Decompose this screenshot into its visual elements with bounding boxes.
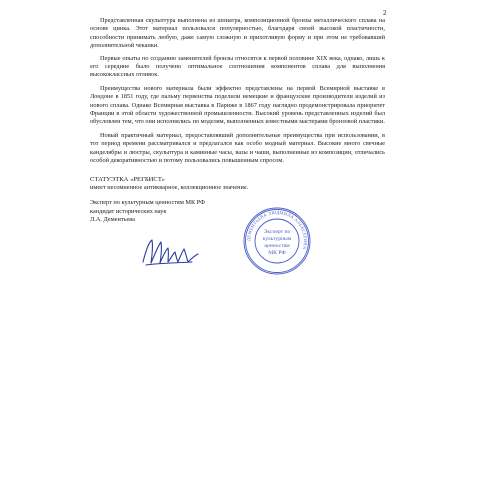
svg-text:ДЕМЕНТЬЕВА ЛЮДМИЛА АЛЕКСЕЕВНА: ДЕМЕНТЬЕВА ЛЮДМИЛА АЛЕКСЕЕВНА xyxy=(245,209,309,251)
expert-degree: кандидат исторических наук xyxy=(90,207,167,215)
expert-seal-stamp xyxy=(242,206,312,276)
document-body xyxy=(90,17,385,225)
statuette-conclusion xyxy=(90,176,385,193)
paragraph-2: Первые опыты по созданию заменителей бронзы относятся к первой половине XIX века, однако, лишь к его середине было получено оптимальное соотношения компонентов сплава для выполнения высококлассных отливок. xyxy=(90,54,385,79)
seal-line-4: МК РФ xyxy=(268,250,286,256)
statuette-title: СТАТУЭТКА «РЕГБИСТ» xyxy=(90,175,165,183)
seal-line-1: Эксперт по xyxy=(263,229,291,235)
expert-title: Эксперт по культурным ценностям МК РФ xyxy=(90,199,206,207)
expert-name: Л.А. Дементьева xyxy=(90,216,135,224)
paragraph-4: Новый практичный материал, предоставлявший дополнительные преимущества при использовании, в тот период времени рассматривался и предлагался как особо модный материал. Высокие много свечные канделябры и люстры, скульптура и каминные часы, вазы и чаши, выполненные из композиции, отличались особой декоративностью и потому пользовались повышенным спросом. xyxy=(90,131,385,165)
paragraph-1: Представленная скульптура выполнена из шпиатра, композиционной бронзы металлического сплава на основе цинка. Этот материал пользовался популярностью, благодаря своей высокой пластичности, способности принимать любую, даже самую сложную и прихотливую форму и при этом не требовавший дополнительной чеканки. xyxy=(90,17,385,50)
seal-line-3: ценностям xyxy=(264,243,290,249)
statuette-value: имеет несомненное антикварное, коллекционное значение. xyxy=(90,183,249,191)
handwritten-signature xyxy=(140,232,202,270)
seal-line-2: культурным xyxy=(262,236,292,242)
paragraph-3: Преимущества нового материала были эффектно представлены на первой Всемирной выставке в Лондоне в 1851 году, где пальму первенства поделили немецкие и французские производители изделий из нового сплава. Однако Всемирная выставка в Париже в 1867 году наглядно продемонстрировала приоритет Франции в этой области художественной промышленности. Высокий уровень представленных изделий был обусловлен тем, что они исполнялись по моделям, выполненных известными мастерами бронзовой пластики. xyxy=(90,84,385,126)
page-number: 2 xyxy=(383,9,387,17)
expert-signature-block xyxy=(90,199,385,224)
